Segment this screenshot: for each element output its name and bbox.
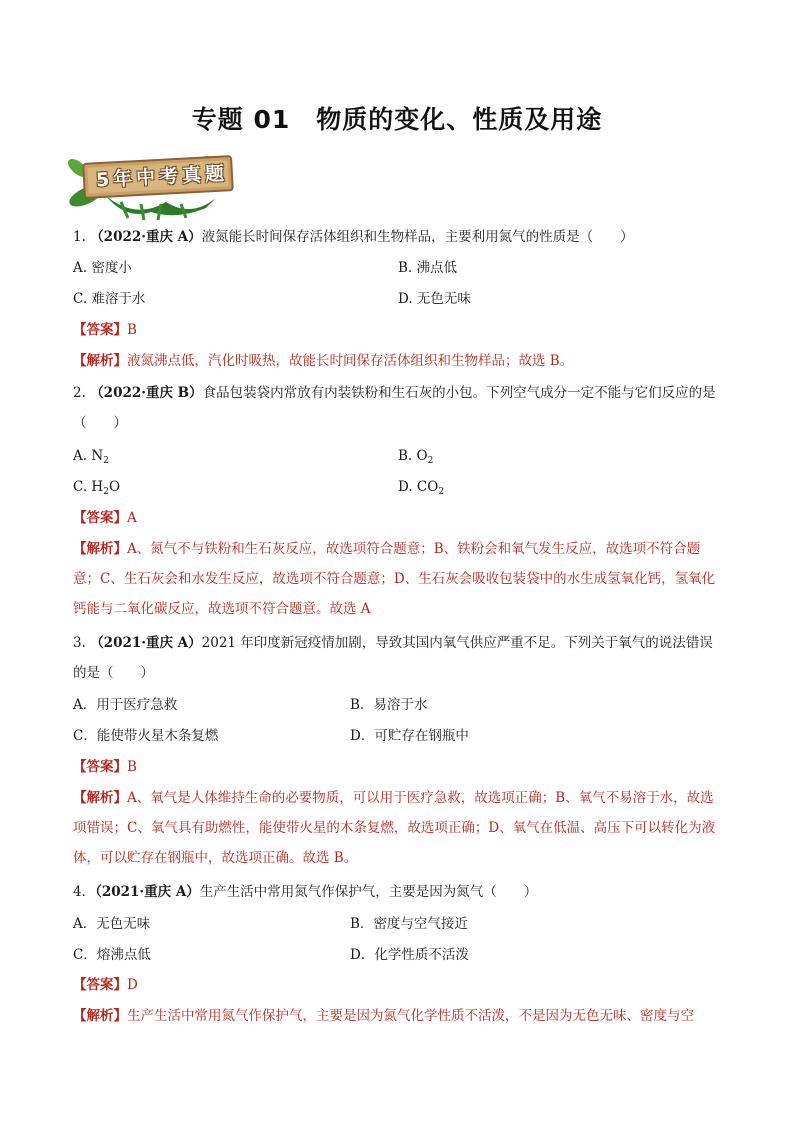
answer: [73, 315, 137, 345]
analysis: [73, 534, 723, 624]
question-4: [73, 877, 537, 907]
option-b: B．密度与空气接近: [350, 916, 468, 932]
analysis-tag: 【解析】: [73, 353, 127, 369]
exam-banner: [66, 146, 236, 220]
page-title: 专题 01 物质的变化、性质及用途: [191, 105, 603, 134]
question-1: [73, 222, 634, 252]
analysis-text: A、氧气是人体维持生命的必要物质，可以用于医疗急救，故选项正确；B、氧气不易溶于水，故选项错误；C、氧气具有助燃性，能使带火星的木条复燃，故选项正确；D、氧气在低温、高压下可以转化为液体，可以贮存在钢瓶中，故选项正确。故选 B。: [73, 790, 716, 866]
option-c: C. 难溶于水: [73, 291, 146, 307]
option-a: A．用于医疗急救: [73, 697, 178, 713]
answer: [73, 752, 137, 782]
banner-text: 5年中考真题: [95, 162, 229, 192]
answer-tag: 【答案】: [73, 322, 127, 338]
analysis: [73, 1001, 694, 1031]
answer: [73, 970, 138, 1000]
question-number: 1.: [73, 229, 86, 245]
question-source: （2022·重庆 A）: [90, 229, 202, 245]
question-source: （2021·重庆 A）: [95, 884, 200, 900]
answer-value: D: [127, 977, 138, 993]
analysis-tag: 【解析】: [73, 541, 127, 557]
analysis-text: 生产生活中常用氮气作保护气，主要是因为氮气化学性质不活泼，不是因为无色无味、密度与空: [127, 1008, 694, 1024]
option-b: B. $O_2$: [398, 448, 434, 466]
option-a: A. $N_2$: [73, 448, 109, 466]
question-text: 食品包装袋内常放有内装铁粉和生石灰的小包。下列空气成分一定不能与它们反应的是（ ）: [73, 385, 716, 431]
question-text: 生产生活中常用氮气作保护气，主要是因为氮气（ ）: [199, 884, 538, 900]
analysis-tag: 【解析】: [73, 1008, 127, 1024]
option-b: B．易溶于水: [350, 697, 428, 713]
analysis: [73, 783, 723, 873]
question-2: [73, 378, 723, 438]
question-number: 2.: [73, 385, 86, 401]
option-a: A. 密度小: [73, 260, 132, 276]
answer-value: B: [127, 322, 137, 338]
option-a: A．无色无味: [73, 916, 151, 932]
option-d: D. $CO_2$: [398, 479, 445, 497]
option-c: C．能使带火星木条复燃: [73, 728, 219, 744]
analysis-text: A、氮气不与铁粉和生石灰反应，故选项符合题意；B、铁粉会和氧气发生反应，故选项不符合题意；C、生石灰会和水发生反应，故选项不符合题意；D、生石灰会吸收包装袋中的水生成氢氧化钙，氢氧化钙能与二氧化碳反应，故选项不符合题意。故选 A: [73, 541, 716, 617]
question-source: （2022·重庆 B）: [90, 385, 203, 401]
answer-tag: 【答案】: [73, 977, 127, 993]
answer-value: B: [127, 759, 137, 775]
option-d: D．化学性质不活泼: [350, 947, 469, 963]
question-text: 液氮能长时间保存活体组织和生物样品，主要利用氮气的性质是（ ）: [201, 229, 634, 245]
option-b: B. 沸点低: [398, 260, 458, 276]
question-source: （2021·重庆 A）: [90, 635, 202, 651]
question-text: 2021 年印度新冠疫情加剧，导致其国内氧气供应严重不足。下列关于氧气的说法错误的是（ ）: [73, 635, 713, 681]
question-number: 3.: [73, 635, 86, 651]
question-number: 4．: [73, 884, 96, 900]
answer: [73, 503, 137, 533]
answer-tag: 【答案】: [73, 759, 127, 775]
analysis-tag: 【解析】: [73, 790, 127, 806]
question-3: [73, 628, 723, 688]
answer-tag: 【答案】: [73, 510, 127, 526]
option-c: C. $H_2O$: [73, 479, 121, 497]
answer-value: A: [127, 510, 137, 526]
analysis: [73, 346, 573, 376]
analysis-text: 液氮沸点低，汽化时吸热，故能长时间保存活体组织和生物样品；故选 B。: [127, 353, 574, 369]
option-d: D．可贮存在钢瓶中: [350, 728, 469, 744]
option-d: D. 无色无味: [398, 291, 471, 307]
option-c: C．熔沸点低: [73, 947, 151, 963]
